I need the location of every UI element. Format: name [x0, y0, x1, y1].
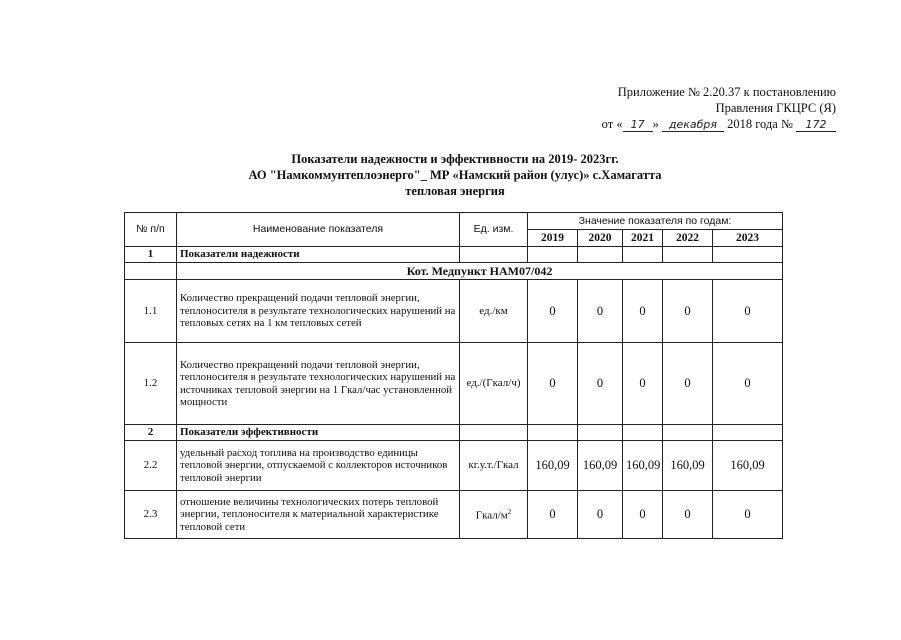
- row-name: удельный расход топлива на производство единицы тепловой энергии, отпускаемой с коллекторов источников тепловой энергии: [177, 441, 460, 491]
- annex-line-1: Приложение № 2.20.37 к постановлению: [617, 85, 836, 99]
- title-line-3: тепловая энергия: [405, 184, 505, 198]
- header-name: Наименование показателя: [177, 213, 460, 247]
- row-value: 0: [528, 491, 578, 539]
- row-unit: кг.у.т./Гкал: [460, 441, 528, 491]
- row-value: 160,09: [578, 441, 623, 491]
- row-value: 0: [713, 280, 783, 343]
- header-year: 2023: [713, 230, 783, 247]
- month-handwritten: декабря: [662, 118, 724, 132]
- mid-quote: »: [652, 117, 659, 131]
- row-value: 0: [578, 343, 623, 425]
- header-year: 2021: [623, 230, 663, 247]
- row-value: 0: [663, 343, 713, 425]
- annex-line-2: Правления ГКЦРС (Я): [715, 101, 836, 115]
- row-value: 0: [528, 280, 578, 343]
- section-row: [125, 247, 783, 263]
- row-value: 0: [528, 343, 578, 425]
- boiler-row: [125, 263, 783, 280]
- section-row: [125, 425, 783, 441]
- title-line-2: АО "Намкоммунтеплоэнерго"_ МР «Намский район (улус)» с.Хамагатта: [248, 168, 662, 182]
- row-value: 0: [713, 343, 783, 425]
- row-num: 2.2: [125, 441, 177, 491]
- number-handwritten: 172: [796, 118, 836, 132]
- row-value: 160,09: [713, 441, 783, 491]
- row-num: 1.2: [125, 343, 177, 425]
- header-num: № п/п: [125, 213, 177, 247]
- indicators-table: [124, 212, 783, 539]
- row-name: отношение величины технологических потерь тепловой энергии, теплоносителя к материальной характеристике тепловой сети: [177, 491, 460, 539]
- annex-date-line: [520, 116, 836, 132]
- row-value: 160,09: [528, 441, 578, 491]
- row-value: 0: [578, 491, 623, 539]
- row-unit: ед./(Гкал/ч): [460, 343, 528, 425]
- header-year: 2020: [578, 230, 623, 247]
- table-row: [125, 491, 783, 539]
- header-values-group: Значение показателя по годам:: [528, 213, 783, 230]
- header-year: 2019: [528, 230, 578, 247]
- row-unit: [460, 491, 528, 539]
- row-value: 0: [578, 280, 623, 343]
- row-unit: ед./км: [460, 280, 528, 343]
- day-handwritten: 17: [623, 118, 653, 132]
- section-num: 2: [125, 425, 177, 441]
- section-title: Показатели эффективности: [177, 425, 460, 441]
- row-value: 0: [623, 491, 663, 539]
- row-value: 0: [663, 491, 713, 539]
- annex-header: [520, 84, 836, 132]
- row-num: 1.1: [125, 280, 177, 343]
- document-title: [160, 151, 750, 199]
- table-header-row-1: [125, 213, 783, 230]
- row-value: 160,09: [623, 441, 663, 491]
- row-name: Количество прекращений подачи тепловой энергии, теплоносителя в результате технологических нарушений на источниках тепловой энергии на 1 Гкал/час установленной мощности: [177, 343, 460, 425]
- row-name: Количество прекращений подачи тепловой энергии, теплоносителя в результате технологических нарушений на тепловых сетях на 1 км тепловых сетей: [177, 280, 460, 343]
- row-value: 0: [623, 343, 663, 425]
- title-line-1: Показатели надежности и эффективности на 2019- 2023гг.: [291, 152, 619, 166]
- header-year: 2022: [663, 230, 713, 247]
- section-title: Показатели надежности: [177, 247, 460, 263]
- section-num: 1: [125, 247, 177, 263]
- row-num: 2.3: [125, 491, 177, 539]
- row-value: 160,09: [663, 441, 713, 491]
- year-text: 2018 года №: [727, 117, 793, 131]
- from-label: от «: [601, 117, 623, 131]
- row-value: 0: [713, 491, 783, 539]
- table-row: [125, 343, 783, 425]
- header-unit: Ед. изм.: [460, 213, 528, 247]
- boiler-name: Кот. Медпункт НАМ07/042: [177, 263, 783, 280]
- table-row: [125, 441, 783, 491]
- table-row: [125, 280, 783, 343]
- unit-superscript: 2: [507, 508, 512, 517]
- row-value: 0: [663, 280, 713, 343]
- unit-text: Гкал/м: [475, 510, 508, 523]
- row-value: 0: [623, 280, 663, 343]
